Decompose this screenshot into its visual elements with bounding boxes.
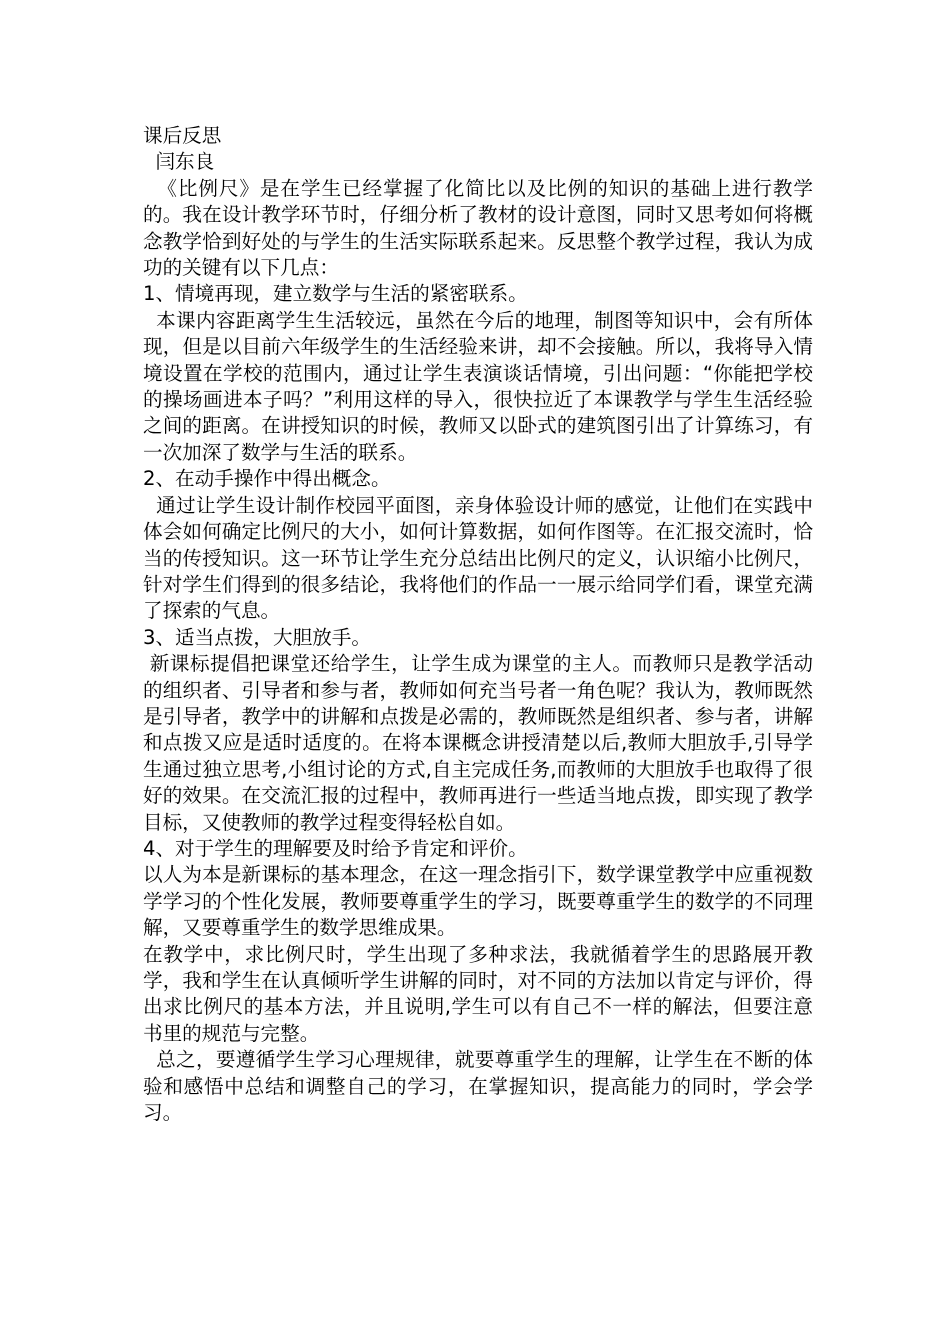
document-body (143, 123, 813, 1126)
section-heading-2: 2、在动手操作中得出概念。 (143, 467, 391, 491)
paragraph-section-4b: 在教学中，求比例尺时，学生出现了多种求法，我就循着学生的思路展开教学，我和学生在认真倾听学生讲解的同时，对不同的方法加以肯定与评价，得出求比例尺的基本方法，并且说明,学生可以有自己不一样的解法，但要注意书里的规范与完整。 (143, 942, 813, 1045)
paragraph-section-2: 通过让学生设计制作校园平面图，亲身体验设计师的感觉，让他们在实践中体会如何确定比例尺的大小，如何计算数据，如何作图等。在汇报交流时，恰当的传授知识。这一环节让学生充分总结出比例尺的定义，认识缩小比例尺，针对学生们得到的很多结论，我将他们的作品一一展示给同学们看，课堂充满了探索的气息。 (143, 493, 813, 623)
paragraph-section-3: 新课标提倡把课堂还给学生，让学生成为课堂的主人。而教师只是教学活动的组织者、引导者和参与者，教师如何充当号者一角色呢？我认为，教师既然是引导者，教学中的讲解和点拨是必需的，教师既然是组织者、参与者，讲解和点拨又应是适时适度的。在将本课概念讲授清楚以后,教师大胆放手,引导学生通过独立思考,小组讨论的方式,自主完成任务,而教师的大胆放手也取得了很好的效果。在交流汇报的过程中，教师再进行一些适当地点拨，即实现了教学目标，又使教师的教学过程变得轻松自如。 (143, 652, 813, 834)
section-heading-4: 4、对于学生的理解要及时给予肯定和评价。 (143, 836, 528, 860)
author-name: 闫东良 (143, 150, 215, 174)
paragraph-section-4a: 以人为本是新课标的基本理念，在这一理念指引下，数学课堂教学中应重视数学学习的个性化发展，教师要尊重学生的学习，既要尊重学生的数学的不同理解，又要尊重学生的数学思维成果。 (143, 863, 813, 940)
paragraph-intro: 《比例尺》是在学生已经掌握了化简比以及比例的知识的基础上进行教学的。我在设计教学环节时，仔细分析了教材的设计意图，同时又思考如何将概念教学恰到好处的与学生的生活实际联系起来。反思整个教学过程，我认为成功的关键有以下几点： (143, 176, 813, 280)
paragraph-conclusion: 总之，要遵循学生学习心理规律，就要尊重学生的理解，让学生在不断的体验和感悟中总结和调整自己的学习，在掌握知识，提高能力的同时，学会学习。 (143, 1048, 813, 1125)
paragraph-section-1: 本课内容距离学生生活较远，虽然在今后的地理，制图等知识中，会有所体现，但是以目前六年级学生的生活经验来讲，却不会接触。所以，我将导入情境设置在学校的范围内，通过让学生表演谈话情境，引出问题：“你能把学校的操场画进本子吗？”利用这样的导入，很快拉近了本课教学与学生生活经验之间的距离。在讲授知识的时候，教师又以卧式的建筑图引出了计算练习，有一次加深了数学与生活的联系。 (143, 308, 813, 464)
document-title: 课后反思 (143, 124, 222, 147)
section-heading-1: 1、情境再现，建立数学与生活的紧密联系。 (143, 282, 528, 306)
section-heading-3: 3、适当点拨，大胆放手。 (143, 625, 371, 649)
